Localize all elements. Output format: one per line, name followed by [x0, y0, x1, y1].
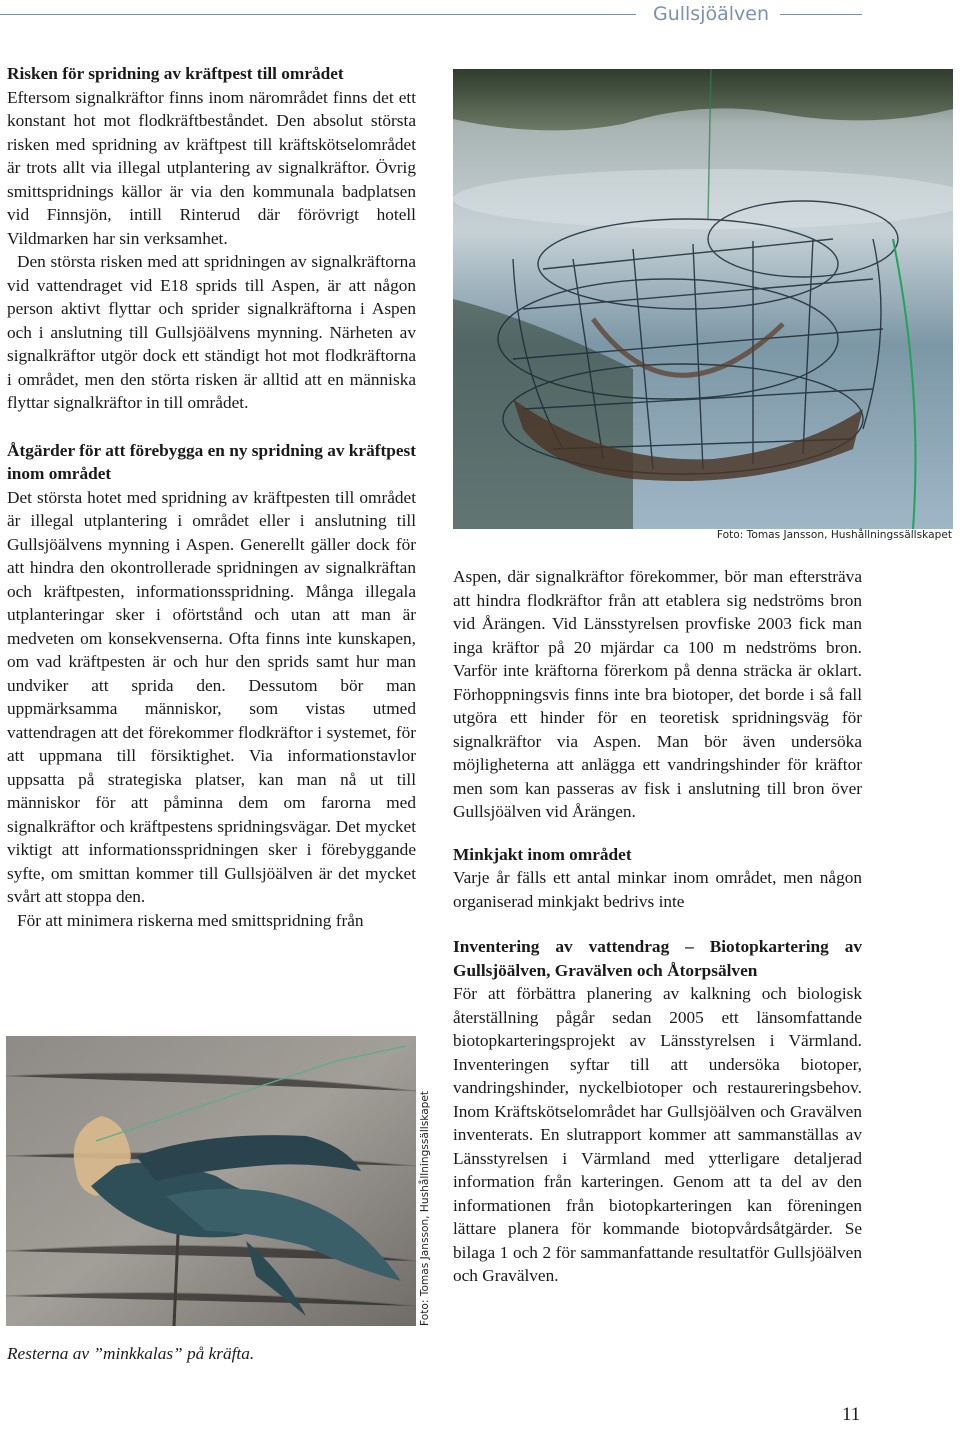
crayfish-photo-credit: Foto: Tomas Jansson, Hushållningssällskapet: [419, 1090, 431, 1326]
section-heading-risk: Risken för spridning av kräftpest till området: [7, 64, 344, 83]
section-heading-mink: Minkjakt inom området: [453, 844, 632, 864]
paragraph-risk-1: Eftersom signalkräftor finns inom närområdet finns det ett konstant hot mot flodkräftbeståndet. Den absolut största risken med spridning av kräftpest till kräftskötselområdet är trots allt via illegal utplantering av signalkräftor. Övrig smittspridnings källor är via den kommunala badplatsen vid Finnsjön, intill Rinterud där förövrigt hotell Vildmarken har sin verksamhet.: [7, 87, 416, 248]
crayfish-trap-photo: [453, 69, 953, 529]
paragraph-aspen: Aspen, där signalkräftor förekommer, bör man eftersträva att hindra flodkräftor från att etablera sig nedströms bron vid Årängen. Vid Länsstyrelsen provfiske 2003 fick man inga kräftor på 20 mjärdar ca 100 m nedströms bron. Varför inte kräftorna förerkom på denna sträcka är oklart. Förhoppningsvis finns inte bra biotoper, det borde i så fall utgöra ett hinder för en teoretisk spridningsväg för signalkräftor via Aspen. Man bör även undersöka möjligheterna att anlägga ett vandringshinder för kräftor men som kan passeras av fisk i anslutning till bron över Gullsjöälven vid Årängen.: [453, 567, 862, 821]
right-column: [453, 565, 862, 1288]
crayfish-remains-photo: [6, 1036, 416, 1326]
header-rule-right: [780, 14, 862, 15]
left-column: [7, 62, 416, 932]
paragraph-risk-2: Den största risken med att spridningen av signalkräftorna vid vattendraget vid E18 sprids till Aspen, är att någon person aktivt flyttar och sprider signalkräftorna i Aspen och i anslutning till Gullsjöälvens mynning. Närheten av signalkräftor utgör dock ett ständigt hot mot flodkräftorna i området, men den störta risken är alltid att en människa flyttar signalkräftor in till området.: [7, 252, 416, 412]
paragraph-measures-2: För att minimera riskerna med smittspridning från: [17, 910, 364, 930]
crayfish-photo-caption: Resterna av ”minkkalas” på kräfta.: [7, 1344, 255, 1363]
spacer: [453, 824, 862, 843]
header-rule-left: [0, 14, 636, 15]
paragraph-mink: Varje år fälls ett antal minkar inom området, men någon organiserad minkjakt bedrivs inte: [453, 868, 862, 911]
trap-photo-credit: Foto: Tomas Jansson, Hushållningssällskapet: [716, 529, 952, 541]
section-heading-inventory: Inventering av vattendrag – Biotopkartering av Gullsjöälven, Gravälven och Åtorpsälven: [453, 937, 862, 980]
page-number: 11: [842, 1404, 861, 1425]
section-heading-measures: Åtgärder för att förebygga en ny spridning av kräftpest inom området: [7, 440, 416, 483]
running-title: Gullsjöälven: [652, 3, 770, 25]
spacer: [453, 913, 862, 935]
paragraph-inventory: För att förbättra planering av kalkning och biologisk återställning pågår sedan 2005 ett länsomfattande biotopkarteringsprojekt av Länsstyrelsen i Värmland. Inventeringen syftar till att undersöka biotoper, vandringshinder, nyckelbiotoper och restaureringsbehov. Inom Kräftskötselområdet har Gullsjöälven och Gravälven inventerats. En slutrapport kommer att sammanställas av Länsstyrelsen i Värmland med ytterligare detaljerad information från karteringen. Genom att ta del av den informationen från biotopkarteringen kan föreningen lättare planera för kommande biotopvårdsåtgärder. Se bilaga 1 och 2 för sammanfattande resultatför Gullsjöälven och Gravälven.: [453, 984, 862, 1285]
spacer: [7, 415, 416, 439]
paragraph-measures-1: Det största hotet med spridning av kräftpesten till området är illegal utplantering i området eller i anslutning till Gullsjöälvens mynning i Aspen. Generellt gäller dock för att hindra den okontrollerade spridningen av signalkräftan och kräftpesten, informationsspridning. Många illegala utplanteringar sker i oförtstånd och utan att man är medveten om konsekvenserna. Ofta finns inte kunskapen, om vad kräftpesten är och hur den sprids samt hur man undviker att sprida den. Dessutom bör man uppmärksamma människor, som vistas utmed vattendragen att det förekommer flodkräftor i systemet, för att uppmana till försiktighet. Via informationstavlor uppsatta på strategiska platser, kan man nå ut till människor för att påminna dem om farorna med signalkräftor och kräftpestens spridningsvägar. Det mycket viktigt att informationsspridningen sker i förebyggande syfte, om smittan kommer till Gullsjöälven är det mycket svårt att stoppa den.: [7, 487, 416, 906]
